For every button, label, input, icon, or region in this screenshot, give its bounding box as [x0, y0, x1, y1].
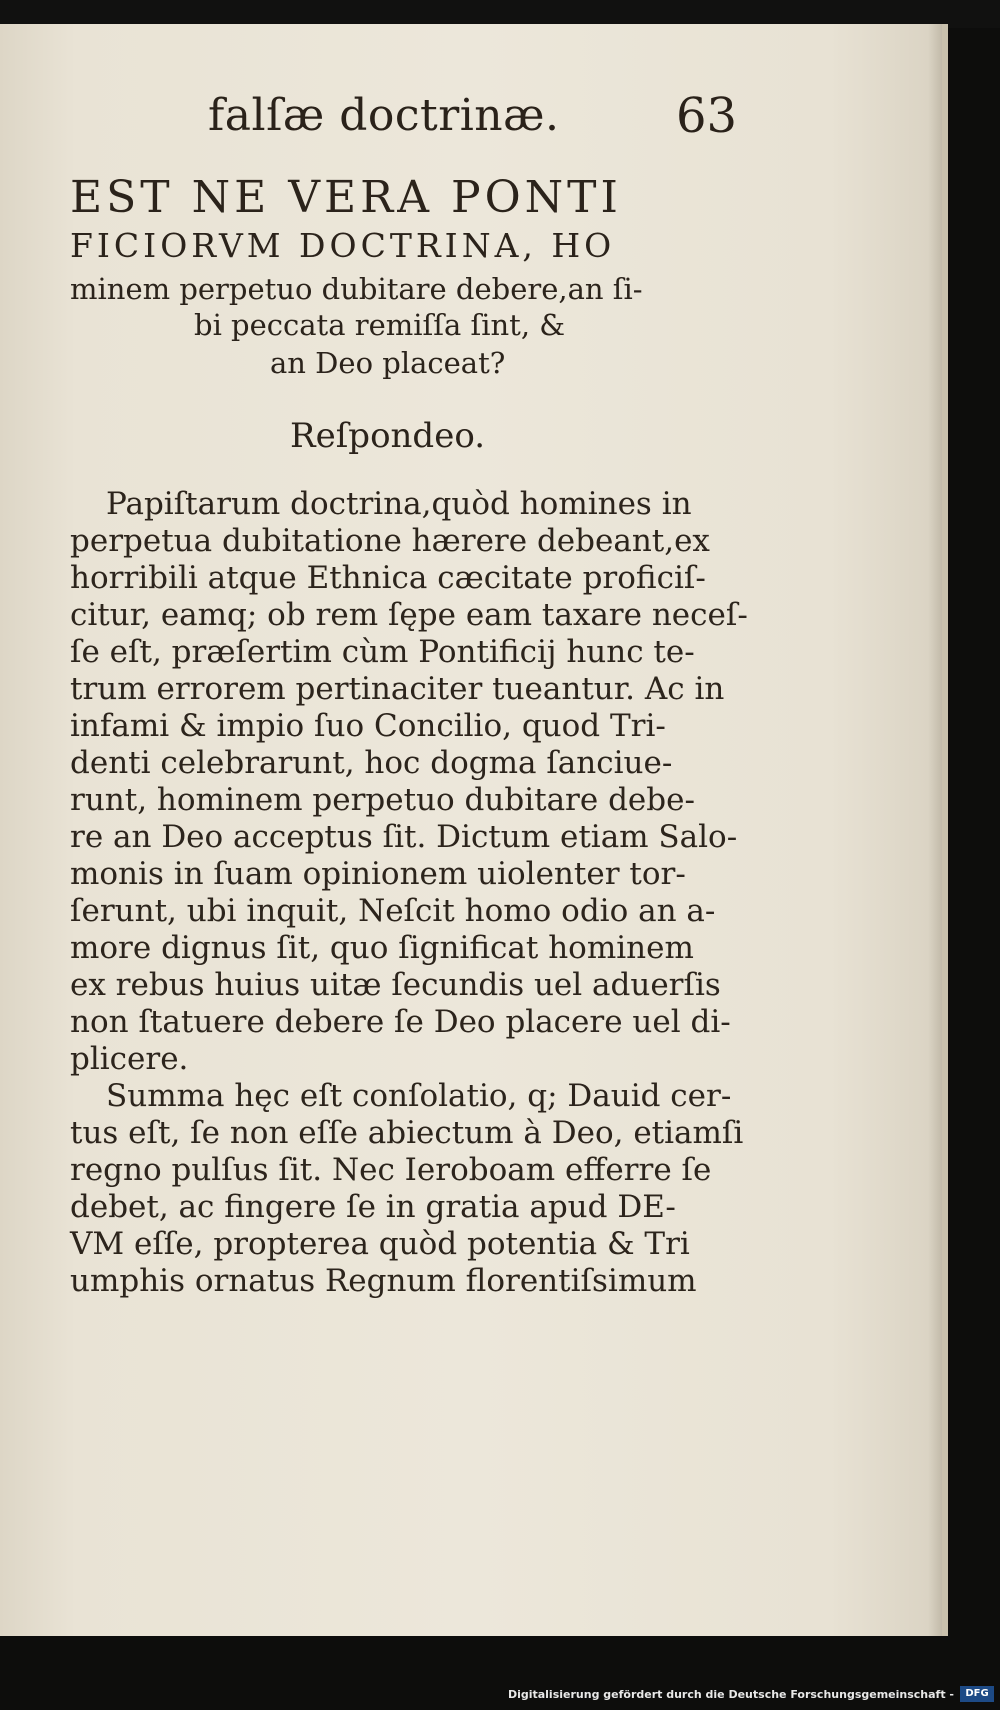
heading-line: an Deo placeat?	[270, 346, 506, 380]
heading-line: FICIORVM DOCTRINA, HO	[70, 226, 616, 265]
text-line: Papiſtarum doctrina,quòd homines in	[106, 486, 692, 522]
text-line: trum errorem pertinaciter tueantur. Ac in	[70, 671, 725, 707]
heading-line: minem perpetuo dubitare debere,an ſi-	[70, 272, 643, 306]
text-line: monis in ſuam opinionem uiolenter tor-	[70, 856, 686, 892]
text-line: Summa hęc eſt conſolatio, q; Dauid cer-	[106, 1078, 732, 1114]
text-line: ex rebus huius uitæ ſecundis uel aduerſis	[70, 967, 721, 1003]
text-line: perpetua dubitatione hærere debeant,ex	[70, 523, 710, 559]
text-line: umphis ornatus Regnum florentiſsimum	[70, 1263, 697, 1299]
text-line: more dignus ſit, quo ſignificat hominem	[70, 930, 694, 966]
page-number: 63	[676, 88, 738, 144]
text-line: debet, ac fingere ſe in gratia apud DE-	[70, 1189, 676, 1225]
text-line: runt, hominem perpetuo dubitare debe-	[70, 782, 695, 818]
digitization-credit: Digitalisierung gefördert durch die Deutsche Forschungsgemeinschaft -	[507, 1688, 954, 1701]
text-line: ſerunt, ubi inquit, Neſcit homo odio an a-	[70, 893, 716, 929]
heading-line: bi peccata remiſſa ſint, &	[194, 308, 566, 342]
running-header: falſæ doctrinæ.	[208, 90, 560, 141]
text-line: tus eſt, ſe non eſſe abiectum à Deo, etiamſi	[70, 1115, 744, 1151]
text-line: non ſtatuere debere ſe Deo placere uel di-	[70, 1004, 731, 1040]
respondeo-heading: Reſpondeo.	[290, 416, 486, 456]
text-line: infami & impio ſuo Concilio, quod Tri-	[70, 708, 666, 744]
text-line: VM eſſe, propterea quòd potentia & Tri	[70, 1226, 690, 1262]
text-line: citur, eamq; ob rem ſępe eam taxare neceſ-	[70, 597, 748, 633]
text-line: ſe eſt, præſertim cùm Pontificij hunc te-	[70, 634, 695, 670]
text-line: denti celebrarunt, hoc dogma ſanciue-	[70, 745, 673, 781]
dfg-logo: DFG	[960, 1686, 994, 1702]
book-page	[0, 24, 948, 1636]
text-line: horribili atque Ethnica cæcitate proficiſ-	[70, 560, 706, 596]
text-line: plicere.	[70, 1041, 189, 1077]
text-line: regno pulſus ſit. Nec Ieroboam efferre ſe	[70, 1152, 712, 1188]
text-line: re an Deo acceptus ſit. Dictum etiam Salo-	[70, 819, 738, 855]
heading-line: EST NE VERA PONTI	[70, 172, 622, 223]
